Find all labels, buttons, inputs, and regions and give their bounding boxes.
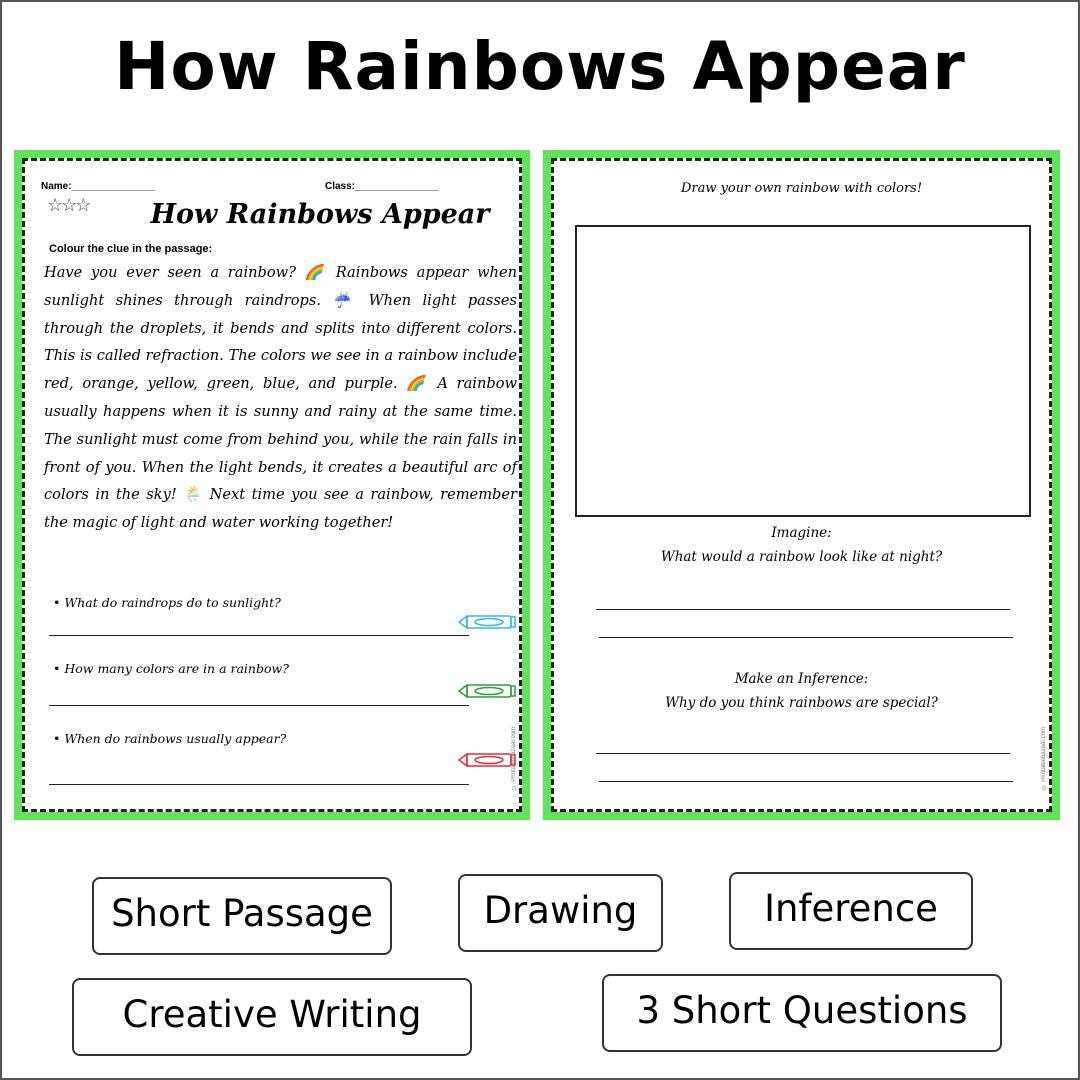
imagine-label: Imagine: bbox=[771, 525, 832, 541]
tag-creative-writing: Creative Writing bbox=[72, 978, 472, 1056]
crayon-green-icon bbox=[457, 682, 517, 700]
tag-short-passage: Short Passage bbox=[92, 877, 392, 955]
instruction-text: Colour the clue in the passage: bbox=[49, 243, 213, 255]
answer-line-1[interactable] bbox=[49, 635, 469, 636]
rating-stars-icon: ☆☆☆ bbox=[47, 195, 90, 215]
crayon-blue-icon bbox=[457, 613, 517, 631]
worksheet-title: How Rainbows Appear bbox=[150, 199, 490, 230]
drawing-prompt: Draw your own rainbow with colors! bbox=[680, 181, 923, 196]
tag-inference: Inference bbox=[729, 872, 973, 950]
inference-label: Make an Inference: bbox=[734, 671, 869, 687]
site-watermark: © Printablebazaar.com bbox=[1041, 726, 1047, 789]
imagine-answer-line-2[interactable] bbox=[599, 637, 1013, 638]
imagine-question: What would a rainbow look like at night? bbox=[660, 549, 943, 565]
drawing-box[interactable] bbox=[575, 225, 1031, 517]
worksheet-page-drawing bbox=[543, 150, 1060, 820]
question-2: • How many colors are in a rainbow? bbox=[53, 661, 289, 676]
page-border bbox=[22, 158, 522, 812]
question-3-text: When do rainbows usually appear? bbox=[64, 731, 287, 746]
inference-question: Why do you think rainbows are special? bbox=[665, 695, 938, 711]
inference-answer-line-2[interactable] bbox=[599, 781, 1013, 782]
answer-line-2[interactable] bbox=[49, 705, 469, 706]
answer-line-3[interactable] bbox=[49, 784, 469, 785]
site-watermark: © Printablebazaar.com bbox=[511, 726, 517, 789]
worksheet-page-passage bbox=[14, 150, 530, 820]
tag-3-short-questions: 3 Short Questions bbox=[602, 974, 1002, 1052]
class-field: Class:_______________ bbox=[325, 181, 439, 192]
tag-drawing: Drawing bbox=[458, 874, 663, 952]
question-2-text: How many colors are in a rainbow? bbox=[64, 661, 289, 676]
question-1: • What do raindrops do to sunlight? bbox=[53, 595, 281, 610]
question-1-text: What do raindrops do to sunlight? bbox=[64, 595, 281, 610]
crayon-red-icon bbox=[457, 751, 517, 769]
name-field: Name:_______________ bbox=[41, 181, 155, 192]
main-title: How Rainbows Appear bbox=[114, 28, 966, 105]
page-border bbox=[551, 158, 1052, 812]
inference-answer-line-1[interactable] bbox=[596, 753, 1010, 754]
question-3: • When do rainbows usually appear? bbox=[53, 731, 287, 746]
imagine-answer-line-1[interactable] bbox=[596, 609, 1010, 610]
reading-passage: Have you ever seen a rainbow? 🌈 Rainbows appear when sunlight shines through raindrops. ☔ When light passes through the droplets, it bends and splits into different colors. This is called refraction. The colors we see in a rainbow include red, orange, yellow, green, blue, and purple. 🌈 A rainbow usually happens when it is sunny and rainy at the same time. The sunlight must come from behind you, while the rain falls in front of you. When the light bends, it creates a beautiful arc of colors in the sky! 🌦️ Next time you see a rainbow, remember the magic of light and water working together! bbox=[44, 264, 517, 532]
